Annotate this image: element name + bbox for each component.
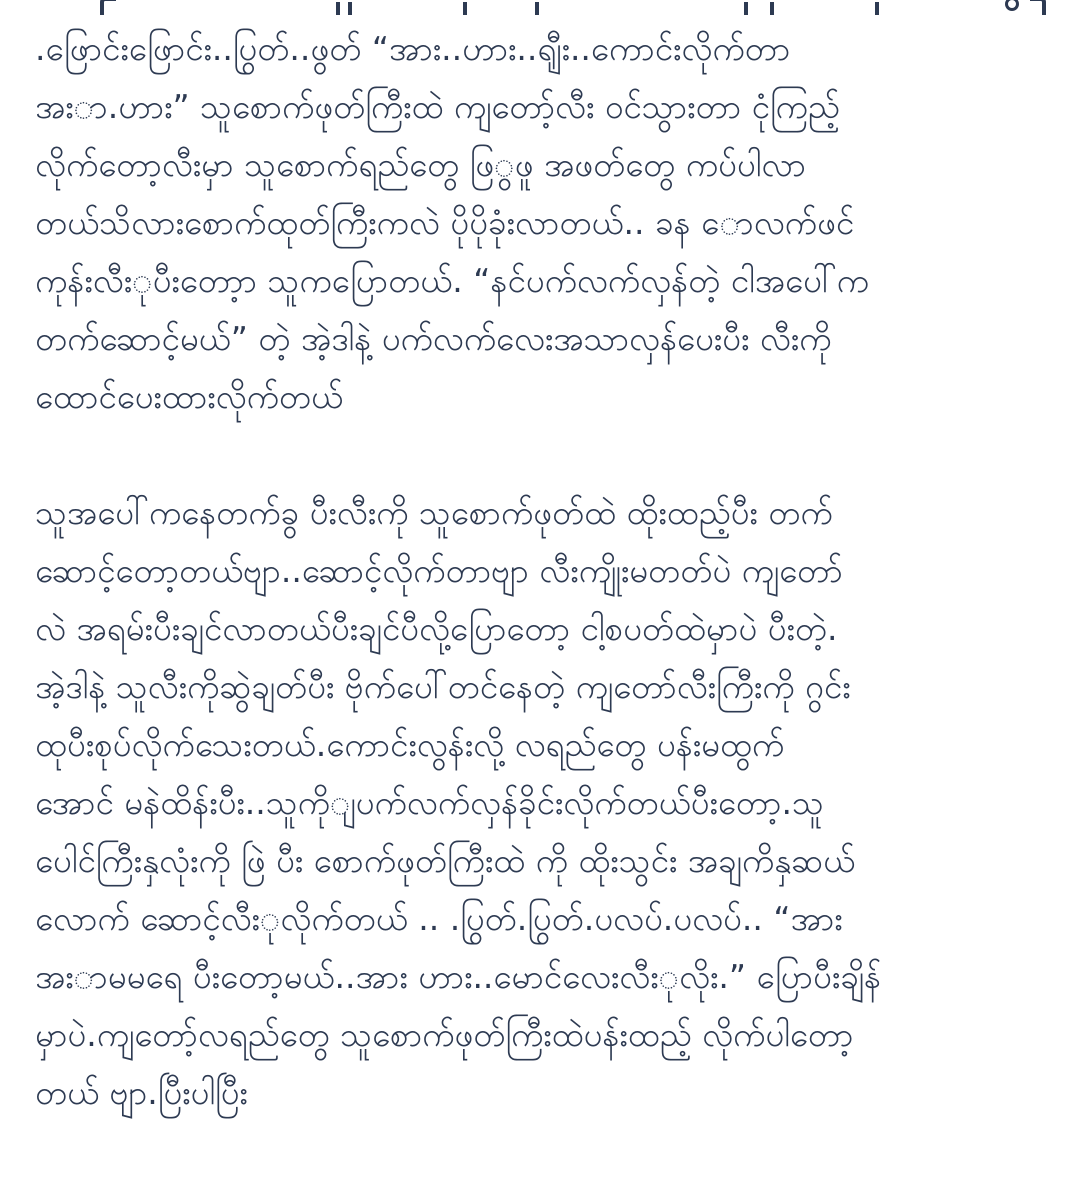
text-line: အး◌ာ.ဟား” သူစောက်ဖုတ်ကြီးထဲ ကျတော့်လီး ဝင်သွားတာ ငုံကြည့်: [35, 87, 840, 126]
document-body: [0, 18, 1080, 1122]
text-line: ကုန်းလီး◌ုပီးတော့ာ သူကပြောတယ်. “နင်ပက်လက်လှန်တဲ့ ငါအပေါ်က: [35, 261, 869, 300]
text-line: အောင် မနဲထိန်းပီး..သူကိုျပက်လက်လှန်ခိုင်းလိုက်တယ်ပီးတော့.သူ: [35, 783, 824, 822]
text-line: ထောင်ပေးထားလိုက်တယ်: [35, 377, 344, 416]
clipped-text-remnant: [1005, 0, 1019, 11]
text-line: လိုက်တော့လီးမှာ သူစောက်ရည်တွေ ဖြ◌ွဖူ အဖတ်တွေ ကပ်ပါလာ: [35, 145, 806, 184]
clipped-text-remnant: [336, 2, 352, 15]
text-line: အဲ့ဒါနဲ့ သူလီးကိုဆွဲချတ်ပီး ဗိုက်ပေါ်တင်နေတဲ့ ကျတော်လီးကြီးကို ဂွင်း: [35, 667, 851, 706]
clipped-previous-line: [0, 0, 1080, 18]
text-line: လဲ အရမ်းပီးချင်လာတယ်ပီးချင်ပီလို့ပြောတော့ ငါ့စပတ်ထဲမှာပဲ ပီးတဲ့.: [35, 609, 838, 648]
text-line: သူအပေါ်ကနေတက်ခွ ပီးလီးကို သူစောက်ဖုတ်ထဲ ထိုးထည့်ပီး တက်: [35, 493, 833, 532]
text-line: တယ်သိလားစောက်ထုတ်ကြီးကလဲ ပိုပိုခုံးလာတယ်.. ခန ◌ောလက်ဖင်: [35, 203, 855, 242]
paragraph: [35, 20, 1052, 426]
text-line: ထုပီးစုပ်လိုက်သေးတယ်.ကောင်းလွန်းလို့ လရည်တွေ ပန်းမထွက်: [35, 725, 785, 764]
clipped-text-remnant: [100, 0, 116, 15]
text-line: မှာပဲ.ကျတော့်လရည်တွေ သူစောက်ဖုတ်ကြီးထဲပန်းထည့် လိုက်ပါတော့: [35, 1015, 854, 1054]
text-line: လောက် ဆောင့်လီး◌ုလိုက်တယ် .. .ပြွတ်.ပြွတ်.ပလပ်.ပလပ်.. “အား: [35, 899, 843, 938]
clipped-text-remnant: [744, 2, 748, 15]
clipped-text-remnant: [875, 2, 879, 15]
text-line: အး◌ာမမရေ ပီးတော့မယ်..အား ဟား..မောင်လေးလီး◌ုလိုး.” ပြောပီးချိန်: [35, 957, 882, 996]
clipped-text-remnant: [535, 2, 539, 15]
text-line: ပေါင်ကြီးနှလုံးကို ဖြဲ ပီး စောက်ဖုတ်ကြီးထဲ ကို ထိုးသွင်း အချကိနှဆယ်: [35, 841, 856, 880]
clipped-text-remnant: [770, 2, 774, 15]
paragraph: [35, 484, 1052, 1122]
clipped-text-remnant: [1030, 0, 1046, 15]
text-line: တယ် ဗျာ.ပြီးပါပြီး: [35, 1073, 248, 1112]
text-line: ဆောင့်တော့တယ်ဗျာ..ဆောင့်လိုက်တာဗျာ လီးကျိုးမတတ်ပဲ ကျတော်: [35, 551, 843, 590]
text-line: တက်ဆောင့်မယ်” တဲ့ အဲ့ဒါနဲ့ ပက်လက်လေးအသာလှန်ပေးပီး လီးကို: [35, 319, 832, 358]
text-line: .ဖြောင်းဖြောင်း..ပြွတ်..ဖွတ် “အား..ဟား..ရျီး..ကောင်းလိုက်တာ: [35, 29, 791, 68]
clipped-text-remnant: [463, 2, 467, 15]
